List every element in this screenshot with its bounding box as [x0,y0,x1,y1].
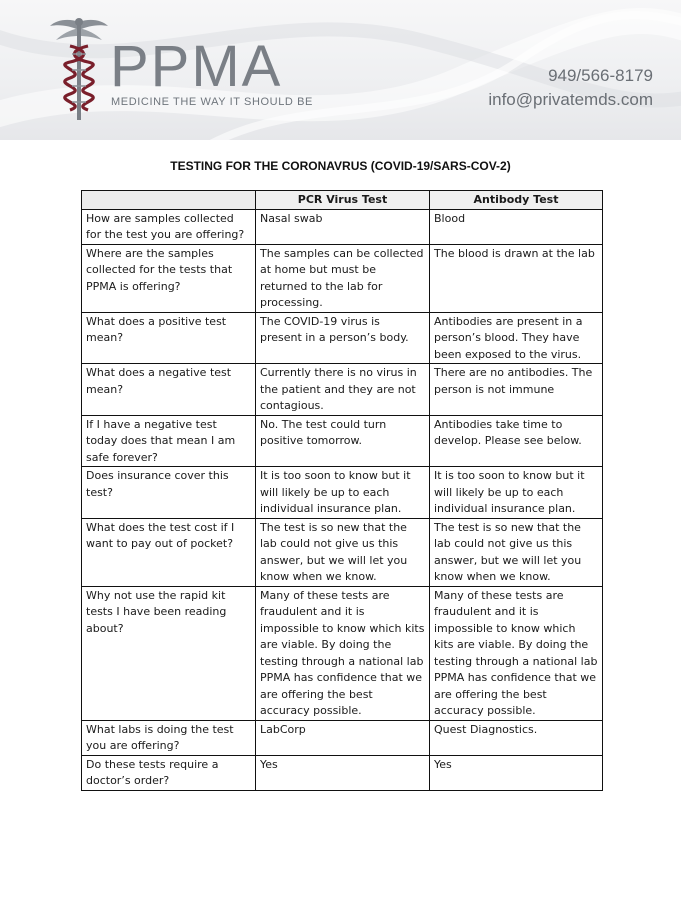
antibody-answer-cell: Antibodies are present in a person’s blood. They have been exposed to the virus. [430,312,603,364]
pcr-answer-cell: Yes [256,755,430,790]
antibody-answer-cell: Blood [430,209,603,244]
pcr-answer-cell: It is too soon to know but it will likely be up to each individual insurance plan. [256,467,430,519]
question-cell: Does insurance cover this test? [82,467,256,519]
table-row [82,415,603,467]
table-row [82,312,603,364]
table-row [82,364,603,416]
comparison-table [81,190,603,791]
question-cell: How are samples collected for the test you are offering? [82,209,256,244]
question-cell: Do these tests require a doctor’s order? [82,755,256,790]
logo-wordmark: PPMA [110,34,283,99]
antibody-answer-cell: There are no antibodies. The person is not immune [430,364,603,416]
pcr-answer-cell: The COVID-19 virus is present in a person’s body. [256,312,430,364]
question-cell: Why not use the rapid kit tests I have been reading about? [82,586,256,720]
pcr-answer-cell: The test is so new that the lab could not give us this answer, but we will let you know when we know. [256,518,430,586]
table-row [82,244,603,312]
antibody-answer-cell: The blood is drawn at the lab [430,244,603,312]
antibody-answer-cell: The test is so new that the lab could not give us this answer, but we will let you know when we know. [430,518,603,586]
logo-tagline: MEDICINE THE WAY IT SHOULD BE [111,96,313,108]
antibody-answer-cell: It is too soon to know but it will likely be up to each individual insurance plan. [430,467,603,519]
pcr-answer-cell: Nasal swab [256,209,430,244]
pcr-answer-cell: Many of these tests are fraudulent and it is impossible to know which kits are viable. By doing the testing through a national lab PPMA has confidence that we are offering the best accuracy possible. [256,586,430,720]
caduceus-logo-icon [48,14,110,126]
antibody-answer-cell: Many of these tests are fraudulent and it is impossible to know which kits are viable. By doing the testing through a national lab PPMA has confidence that we are offering the best accuracy possible. [430,586,603,720]
antibody-answer-cell: Antibodies take time to develop. Please see below. [430,415,603,467]
pcr-answer-cell: No. The test could turn positive tomorrow. [256,415,430,467]
question-cell: What does a negative test mean? [82,364,256,416]
pcr-answer-cell: Currently there is no virus in the patient and they are not contagious. [256,364,430,416]
table-row [82,755,603,790]
contact-email: info@privatemds.com [488,90,653,109]
table-row [82,467,603,519]
table-row [82,518,603,586]
header-antibody: Antibody Test [430,191,603,210]
table-row [82,209,603,244]
table-header-row [82,191,603,210]
pcr-answer-cell: LabCorp [256,720,430,755]
letterhead [0,0,681,140]
header-blank-cell [82,191,256,210]
pcr-answer-cell: The samples can be collected at home but must be returned to the lab for processing. [256,244,430,312]
question-cell: What labs is doing the test you are offering? [82,720,256,755]
question-cell: If I have a negative test today does that mean I am safe forever? [82,415,256,467]
header-pcr: PCR Virus Test [256,191,430,210]
document-title: TESTING FOR THE CORONAVRUS (COVID-19/SARS-COV-2) [170,159,511,173]
question-cell: What does a positive test mean? [82,312,256,364]
antibody-answer-cell: Quest Diagnostics. [430,720,603,755]
antibody-answer-cell: Yes [430,755,603,790]
question-cell: What does the test cost if I want to pay out of pocket? [82,518,256,586]
table-row [82,586,603,720]
table-row [82,720,603,755]
question-cell: Where are the samples collected for the tests that PPMA is offering? [82,244,256,312]
contact-phone: 949/566-8179 [548,66,653,85]
